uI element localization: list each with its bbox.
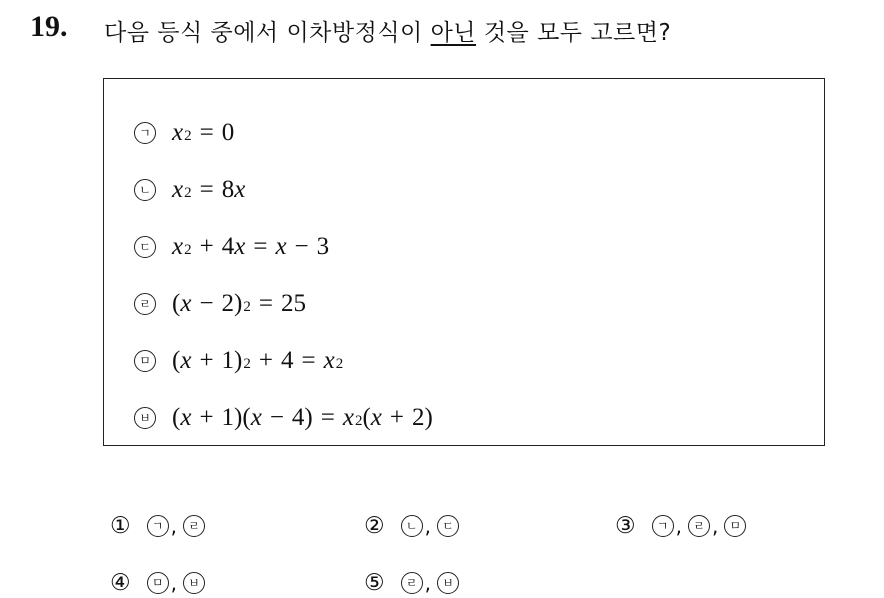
equation-token: −: [269, 404, 284, 431]
answer-choice-3[interactable]: [615, 511, 746, 541]
equation-item-5: [134, 341, 343, 381]
question-number: 19.: [30, 10, 68, 43]
equation-token: x: [234, 176, 246, 203]
equation-item-1: [134, 113, 234, 153]
equation-item-4: [134, 284, 306, 324]
item-mark: ㄱ: [134, 122, 156, 144]
equation-item-3: [134, 227, 329, 267]
equation-token: 4): [291, 404, 313, 431]
equation-item-2: [134, 170, 245, 210]
item-mark: ㄹ: [134, 293, 156, 315]
item-mark: ㅂ: [134, 407, 156, 429]
equation-token: x: [180, 347, 192, 374]
equation-token: x: [172, 176, 184, 203]
equation-token: 2): [221, 290, 243, 317]
equation: x 2 = 0: [172, 119, 235, 146]
choice-mark: ㅁ: [147, 572, 169, 594]
equation-token: x: [250, 404, 262, 431]
equation-token: =: [258, 290, 273, 317]
equation-token: x: [275, 233, 287, 260]
question-text-after: 것을 모두 고르면?: [476, 20, 672, 46]
equation-token: =: [199, 176, 214, 203]
equation-token: −: [294, 233, 309, 260]
equation-token: 1): [221, 347, 243, 374]
equation-token: (: [172, 290, 181, 317]
equation-box: [103, 78, 825, 446]
equation-token: x: [370, 404, 382, 431]
choice-mark: ㄷ: [437, 515, 459, 537]
choice-number: ③: [615, 513, 636, 539]
comma-separator: ,: [170, 571, 177, 595]
equation-token: +: [199, 347, 214, 374]
equation-token: x: [234, 233, 246, 260]
choice-mark: ㅁ: [724, 515, 746, 537]
equation-token: =: [320, 404, 335, 431]
equation-token: (: [362, 404, 371, 431]
choice-number: ②: [364, 513, 385, 539]
equation-token: 3: [316, 233, 330, 260]
equation: ( x + 1)( x − 4) = x 2 ( x + 2): [172, 404, 433, 431]
choice-number: ①: [110, 513, 131, 539]
equation-token: +: [258, 347, 273, 374]
equation-token: =: [199, 119, 214, 146]
choice-mark: ㄱ: [652, 515, 674, 537]
answer-choice-4[interactable]: [110, 568, 205, 598]
equation: ( x + 1) 2 + 4 = x 2: [172, 347, 344, 374]
choice-mark: ㄹ: [688, 515, 710, 537]
equation-token: x: [180, 290, 192, 317]
question-text: [104, 14, 671, 47]
equation-token: (: [172, 404, 181, 431]
equation-token: +: [389, 404, 405, 431]
answer-choice-1[interactable]: [110, 511, 205, 541]
choice-mark: ㄹ: [401, 572, 423, 594]
equation: x 2 + 4 x = x − 3: [172, 233, 330, 260]
equation-token: 1)(: [221, 404, 251, 431]
choice-mark: ㅂ: [183, 572, 205, 594]
comma-separator: ,: [424, 514, 431, 538]
equation-token: x: [172, 119, 184, 146]
equation-token: 25: [280, 290, 306, 317]
item-mark: ㄴ: [134, 179, 156, 201]
equation-token: +: [199, 233, 214, 260]
answer-choice-2[interactable]: [364, 511, 459, 541]
equation-token: x: [323, 347, 335, 374]
question-text-before: 다음 등식 중에서 이차방정식이: [104, 20, 431, 46]
item-mark: ㄷ: [134, 236, 156, 258]
equation-token: x: [172, 233, 184, 260]
equation-token: 4: [221, 233, 235, 260]
choice-number: ④: [110, 570, 131, 596]
equation: x 2 = 8 x: [172, 176, 246, 203]
comma-separator: ,: [711, 514, 719, 538]
comma-separator: ,: [424, 571, 431, 595]
item-mark: ㅁ: [134, 350, 156, 372]
choice-mark: ㅂ: [437, 572, 459, 594]
choice-number: ⑤: [364, 570, 385, 596]
equation-token: +: [199, 404, 214, 431]
equation: ( x − 2) 2 = 25: [172, 290, 306, 317]
comma-separator: ,: [170, 514, 177, 538]
equation-token: 2): [412, 404, 433, 431]
equation-token: 8: [221, 176, 235, 203]
choice-mark: ㄱ: [147, 515, 169, 537]
choice-mark: ㄴ: [401, 515, 423, 537]
answer-choice-5[interactable]: [364, 568, 459, 598]
equation-item-6: [134, 398, 433, 438]
equation-token: =: [253, 233, 268, 260]
equation-token: =: [301, 347, 316, 374]
equation-token: (: [172, 347, 181, 374]
equation-token: x: [342, 404, 354, 431]
equation-token: x: [180, 404, 192, 431]
choice-mark: ㄹ: [183, 515, 205, 537]
equation-token: 0: [221, 119, 235, 146]
question-emphasis: 아닌: [430, 20, 477, 46]
equation-token: 4: [280, 347, 294, 374]
equation-token: −: [199, 290, 214, 317]
comma-separator: ,: [675, 514, 682, 538]
